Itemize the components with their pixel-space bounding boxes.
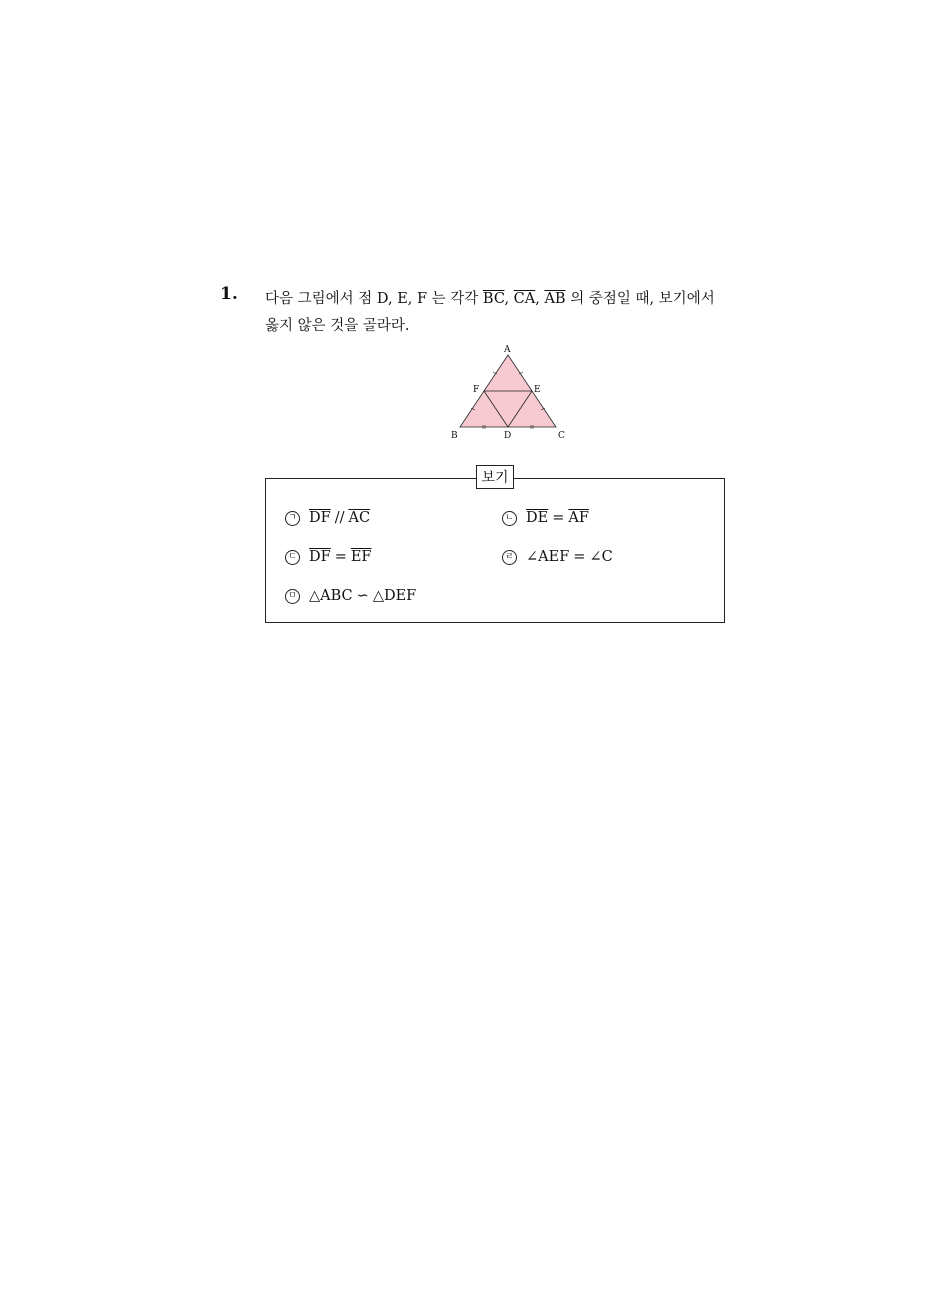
choice-5	[285, 588, 416, 604]
choice-4	[502, 549, 613, 565]
choice-marker: ㅁ	[285, 589, 300, 604]
choice-left: $\overline{DE}$	[526, 510, 549, 526]
label-d: D	[504, 431, 512, 441]
comma: ,	[504, 291, 514, 307]
choice-operator: //	[334, 510, 345, 526]
label-a: A	[504, 345, 511, 355]
choice-right: $\overline{EF}$	[350, 549, 372, 565]
problem-number: 1.	[220, 284, 238, 304]
choice-right: ∠C	[589, 549, 613, 565]
choice-operator: =	[552, 510, 565, 526]
choice-2	[502, 510, 589, 526]
problem-line-2: 옳지 않은 것을 골라라.	[265, 318, 410, 334]
choice-operator: =	[573, 549, 586, 565]
segment-bc: $\overline{BC}$	[482, 291, 505, 307]
segment-ab: $\overline{AB}$	[544, 291, 566, 307]
problem-text-part1: 다음 그림에서 점 D, E, F 는 각각	[265, 291, 483, 307]
choice-marker: ㄴ	[502, 511, 517, 526]
label-b: B	[451, 431, 458, 441]
comma: ,	[535, 291, 545, 307]
segment-ca: $\overline{CA}$	[513, 291, 536, 307]
bogi-title: 보기	[476, 465, 514, 489]
choice-operator: =	[334, 549, 347, 565]
problem-text-part2: 의 중점일 때, 보기에서	[565, 291, 715, 307]
choice-left: $\overline{DF}$	[309, 549, 331, 565]
choice-3	[285, 549, 372, 565]
problem-text	[265, 286, 765, 340]
choice-marker: ㄱ	[285, 511, 300, 526]
choice-right: △DEF	[372, 588, 417, 604]
choice-left: ∠AEF	[526, 549, 570, 565]
choice-left: $\overline{DF}$	[309, 510, 331, 526]
choice-marker: ㄹ	[502, 550, 517, 565]
problem-line-1	[265, 286, 765, 313]
choice-marker: ㄷ	[285, 550, 300, 565]
choice-right: $\overline{AC}$	[348, 510, 371, 526]
label-c: C	[558, 431, 565, 441]
label-e: E	[534, 385, 541, 395]
choice-operator: ∽	[356, 588, 369, 604]
label-f: F	[473, 385, 480, 395]
choice-1	[285, 510, 370, 526]
choice-right: $\overline{AF}$	[568, 510, 589, 526]
choice-left: △ABC	[309, 588, 353, 604]
triangle-figure	[440, 340, 580, 445]
